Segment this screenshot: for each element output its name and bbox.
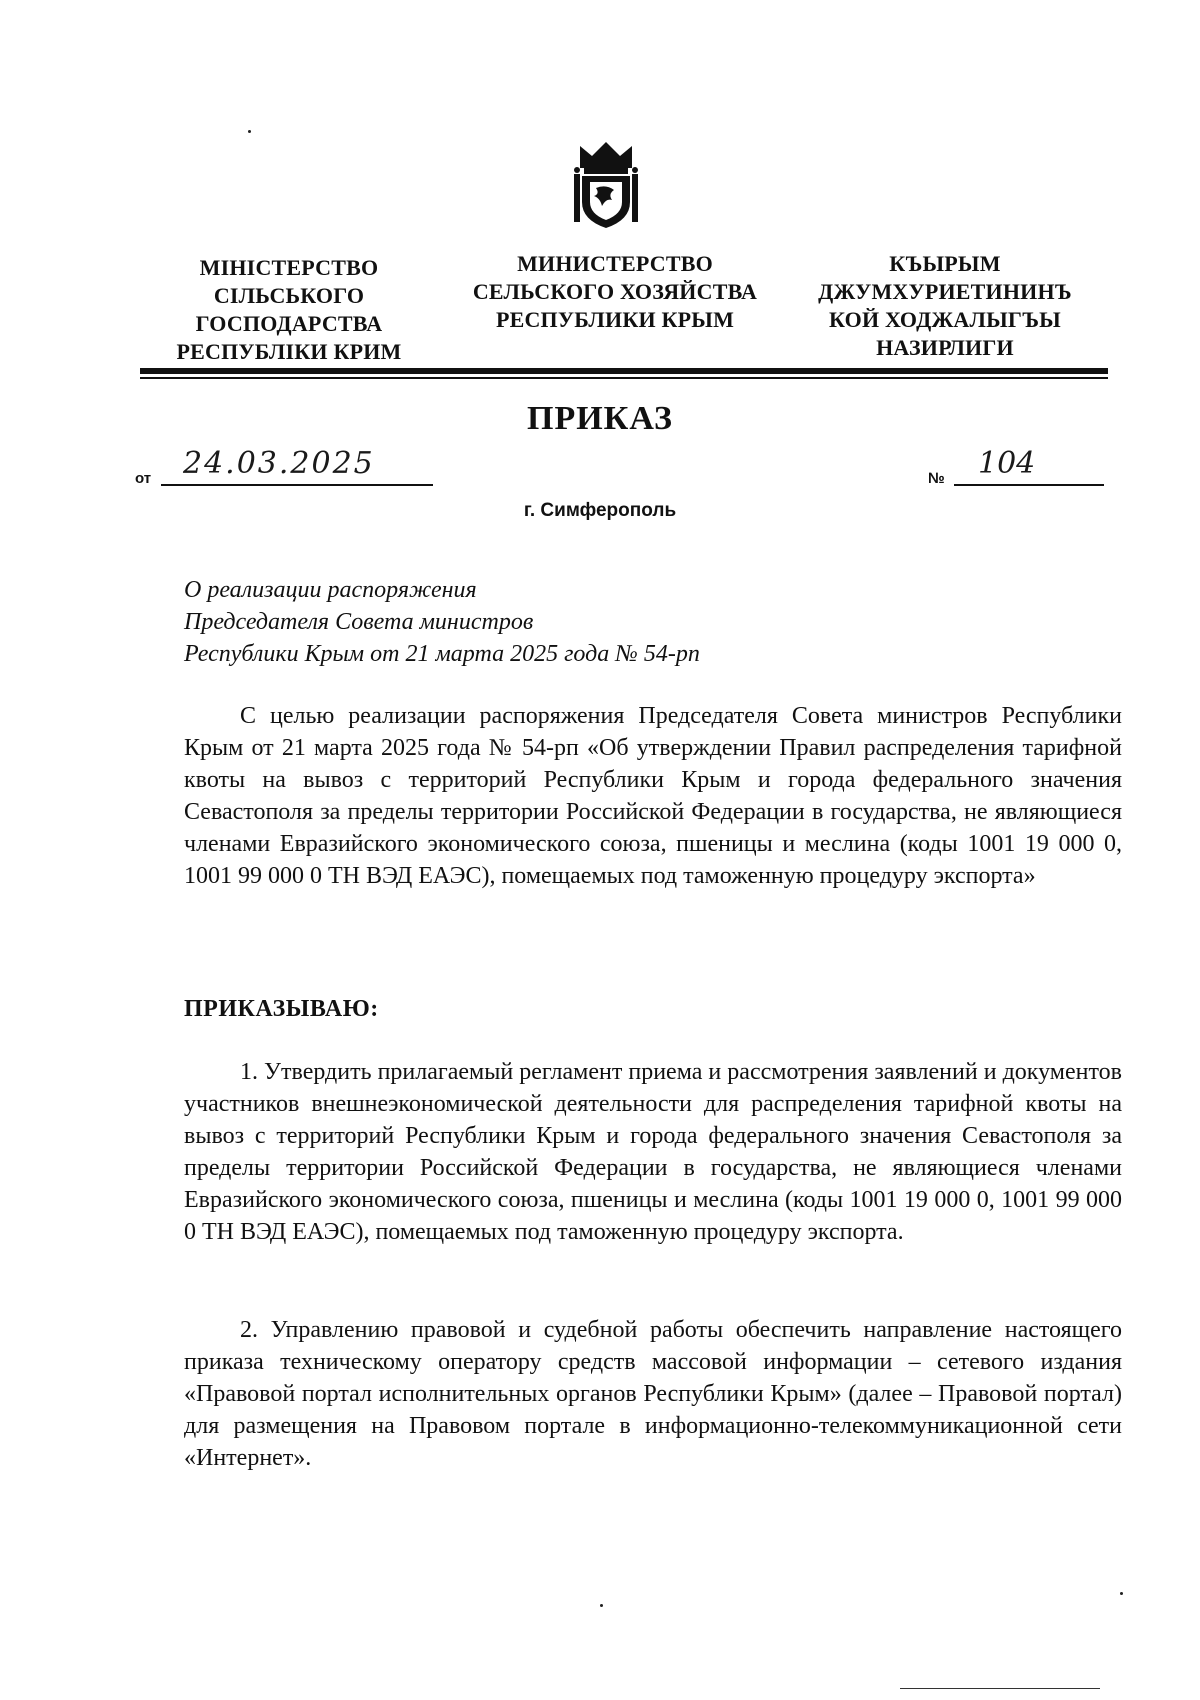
header-divider-thin [140,377,1108,379]
order-paragraph-2: 2. Управлению правовой и судебной работы обеспечить направление настоящего приказа техническому оператору средств массовой информации – сетевого издания «Правовой портал исполнительных органов Республики Крым» (далее – Правовой портал) для размещения на Правовом портале в информационно-телекоммуникационной сети «Интернет». [184,1317,1122,1471]
header-line: КЪЫРЫМ [889,251,1001,276]
subject-line: Председателя Совета министров [184,609,534,635]
header-line: РЕСПУБЛІКИ КРИМ [176,339,402,364]
number-prefix: № [928,470,945,487]
date-underline [161,484,433,486]
scan-speck [248,130,251,133]
header-line: МІНІСТЕРСТВО [199,255,379,280]
order-date [135,448,435,488]
city: г. Симферополь [523,500,677,521]
header-crimean-tatar [800,250,1090,362]
subject-line: Республики Крым от 21 марта 2025 года № 54-рп [184,641,700,667]
scan-speck [1120,1592,1123,1595]
date-prefix: от [135,470,152,487]
order-paragraph-1: 1. Утвердить прилагаемый регламент приема и рассмотрения заявлений и документов участников внешнеэкономической деятельности для распределения тарифной квоты на вывоз с территорий Республики Крым и города федерального значения Севастополя за пределы территории Российской Федерации в государства, не являющиеся членами Евразийского экономического союза, пшеницы и меслина (коды 1001 19 000 0, 1001 99 000 0 ТН ВЭД ЕАЭС), помещаемых под таможенную процедуру экспорта. [184,1059,1122,1245]
number-handwritten: 104 [978,446,1036,481]
header-ukrainian [152,254,426,366]
header-line: ГОСПОДАРСТВА [195,311,383,336]
header-line: СІЛЬСЬКОГО [213,283,365,308]
header-line: КОЙ ХОДЖАЛЫГЪЫ [829,307,1061,332]
orders-heading: ПРИКАЗЫВАЮ: [184,996,379,1022]
date-handwritten: 24.03.2025 [183,446,375,481]
document-title: ПРИКАЗ [527,400,673,437]
order-subject [184,574,884,670]
order-number [928,448,1108,488]
scan-speck [600,1604,603,1607]
header-line: МИНИСТЕРСТВО [517,251,713,276]
header-line: СЕЛЬСКОГО ХОЗЯЙСТВА [472,279,758,304]
subject-line: О реализации распоряжения [184,577,477,603]
header-divider-thick [140,368,1108,374]
crimea-coat-of-arms-icon [572,138,640,230]
header-line: НАЗИРЛИГИ [876,335,1014,360]
header-line: ДЖУМХУРИЕТИНИНЪ [818,279,1072,304]
number-underline [954,484,1104,486]
footer-line [900,1688,1100,1689]
header-line: РЕСПУБЛИКИ КРЫМ [495,307,735,332]
intro-paragraph: С целью реализации распоряжения Председателя Совета министров Республики Крым от 21 марта 2025 года № 54-рп «Об утверждении Правил распределения тарифной квоты на вывоз с территорий Республики Крым и города федерального значения Севастополя за пределы территории Российской Федерации в государства, не являющиеся членами Евразийского экономического союза, пшеницы и меслина (коды 1001 19 000 0, 1001 99 000 0 ТН ВЭД ЕАЭС), помещаемых под таможенную процедуру экспорта» [184,703,1122,889]
header-russian [450,250,780,334]
